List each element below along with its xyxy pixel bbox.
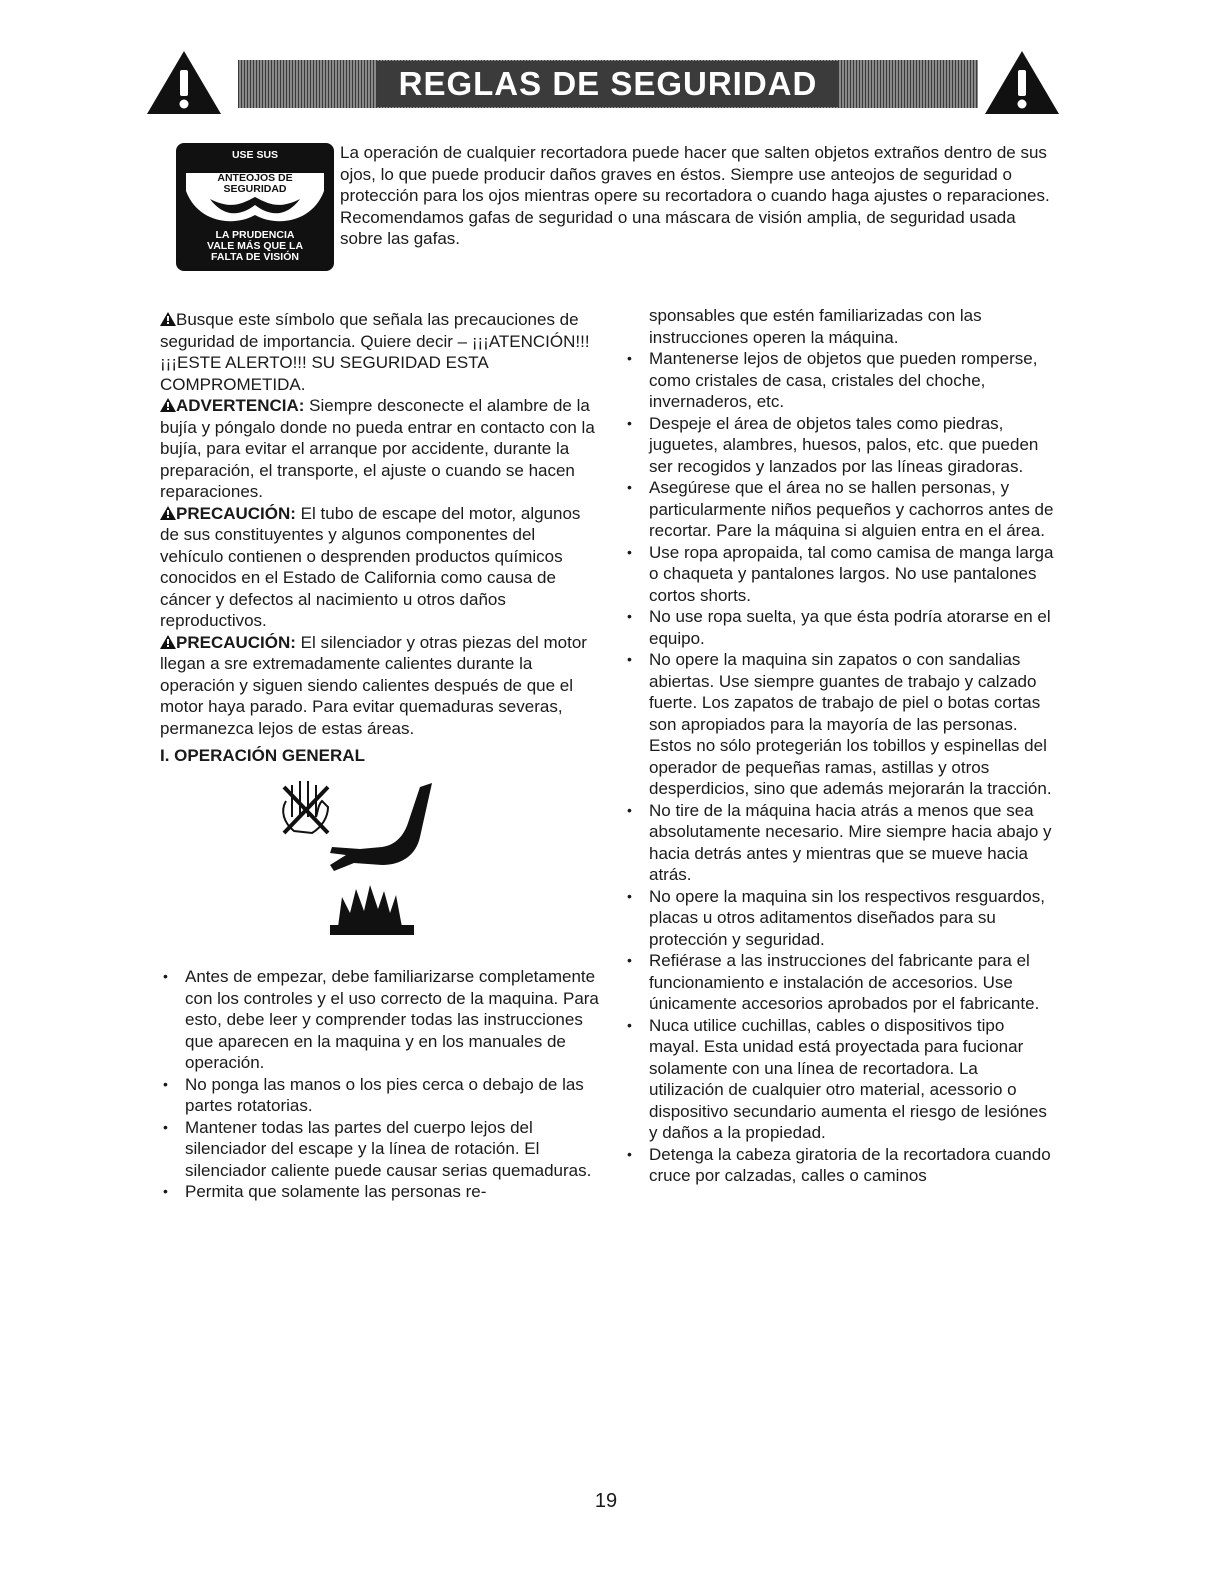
- alert-triangle-icon: [160, 398, 176, 412]
- warning-triangle-icon: [983, 48, 1061, 116]
- advertencia-label: ADVERTENCIA:: [176, 396, 305, 415]
- section-heading: I. OPERACIÓN GENERAL: [160, 746, 365, 765]
- title-banner: [238, 60, 978, 108]
- list-item: • Despeje el área de objetos tales como piedras, juguetes, alambres, huesos, palos, etc. que pueden ser recogidos y lanzados por las líneas giradoras.: [624, 413, 1054, 478]
- list-item: • No use ropa suelta, ya que ésta podría atorarse en el equipo.: [624, 606, 1054, 649]
- badge-bottom-text: FALTA DE VISIÓN: [211, 251, 299, 263]
- precaucion-text: El silenciador y otras piezas del motor llegan a sre extremadamente calientes durante la operación y siguen siendo calientes después de que el motor haya parado. Para evitar quemaduras severas, permanezca lejos de estas áreas.: [160, 632, 587, 738]
- alert-triangle-icon: [160, 506, 176, 520]
- list-item: • Use ropa apropaida, tal como camisa de manga larga o chaqueta y pantalones largos. No use pantalones cortos shorts.: [624, 542, 1054, 607]
- list-item: • No ponga las manos o los pies cerca o debajo de las partes rotatorias.: [160, 1074, 600, 1117]
- right-column: [624, 305, 1054, 1187]
- intro-paragraph: La operación de cualquier recortadora puede hacer que salten objetos extraños dentro de sus ojos, lo que puede producir daños graves en éstos. Siempre use anteojos de seguridad o protección para los ojos mientras opere su recortadora o cuando haga ajustes o reparaciones. Recomendamos gafas de seguridad o una máscara de visión amplia, de seguridad usada sobre las gafas.: [340, 143, 1050, 248]
- alert-triangle-icon: [160, 312, 176, 326]
- precaucion-label: PRECAUCIÓN:: [176, 632, 296, 652]
- list-item: • No opere la maquina sin los respectivos resguardos, placas u otros aditamentos diseñados para su protección y seguridad.: [624, 886, 1054, 951]
- continuation-text: sponsables que estén familiarizadas con las instrucciones operen la máquina.: [649, 306, 982, 347]
- precaucion-text: El tubo de escape del motor, algunos de sus constituyentes y algunos componentes del vehículo contienen o desprenden productos químicos conocidos en el Estado de California como causa de cáncer y defectos al nacimiento u otros daños reproductivos.: [160, 503, 581, 630]
- list-item: • Detenga la cabeza giratoria de la recortadora cuando cruce por calzadas, calles o caminos: [624, 1144, 1054, 1187]
- badge-bottom-text: VALE MÁS QUE LA: [206, 240, 304, 252]
- list-item: • Refiérase a las instrucciones del fabricante para el funcionamiento e instalación de accesorios. Use únicamente accesorios aprobados por el fabricante.: [624, 950, 1054, 1015]
- page-title: REGLAS DE SEGURIDAD: [398, 65, 818, 102]
- safety-goggles-badge: [176, 143, 334, 271]
- list-item: • Asegúrese que el área no se hallen personas, y particularmente niños pequeños y cachorros antes de recortar. Pare la máquina si alguien entra en el área.: [624, 477, 1054, 542]
- left-column: [160, 309, 600, 1203]
- alert-triangle-icon: [160, 635, 176, 649]
- bullet-list: [624, 348, 1054, 1187]
- list-item: • Permita que solamente las personas re-: [160, 1181, 600, 1203]
- list-item: • No tire de la máquina hacia atrás a menos que sea absolutamente necesario. Mire siempre hacia abajo y hacia detrás antes y mientras que se mueve hacia atrás.: [624, 800, 1054, 886]
- badge-mid-text: SEGURIDAD: [223, 183, 287, 195]
- symbol-paragraph: [160, 309, 600, 395]
- badge-top-text: USE SUS: [231, 149, 279, 161]
- hot-surface-hand-icon: [270, 777, 470, 937]
- list-item: • Mantenerse lejos de objetos que pueden romperse, como cristales de casa, cristales del choche, invernaderos, etc.: [624, 348, 1054, 413]
- page-number: 19: [594, 1490, 618, 1512]
- list-item: • Nuca utilice cuchillas, cables o dispositivos tipo mayal. Esta unidad está proyectada para fucionar solamente con una línea de recortadora. La utilización de cualquier otro material, acessorio o dispositivo secundario aumenta el riesgo de lesiónes y daños a la propiedad.: [624, 1015, 1054, 1144]
- list-item: • Antes de empezar, debe familiarizarse completamente con los controles y el uso correcto de la maquina. Para esto, debe leer y comprender todas las instrucciones que aparecen en la maquina y en los manuales de operación.: [160, 966, 600, 1074]
- badge-mid-text: ANTEOJOS DE: [217, 172, 293, 184]
- precaucion-paragraph: [160, 503, 600, 632]
- warning-triangle-icon: [145, 48, 223, 116]
- bullet-list: [160, 966, 600, 1203]
- advertencia-paragraph: [160, 395, 600, 503]
- list-item: • Mantener todas las partes del cuerpo lejos del silenciador del escape y la línea de rotación. El silenciador caliente puede causar serias quemaduras.: [160, 1117, 600, 1182]
- badge-bottom-text: LA PRUDENCIA: [215, 229, 295, 241]
- precaucion-paragraph: [160, 632, 600, 740]
- advertencia-text: Siempre desconecte el alambre de la bujía y póngalo donde no pueda entrar en contacto con la bujía, para evitar el arranque por accidente, durante la preparación, el transporte, el ajuste o cuando se hacen reparaciones.: [160, 396, 595, 501]
- list-item: • No opere la maquina sin zapatos o con sandalias abiertas. Use siempre guantes de trabajo y calzado fuerte. Los zapatos de trabajo de piel o botas cortas son apropiados para la mayoría de las personas. Estos no sólo protegerián los tobillos y espinellas del operador de pequeñas ramas, astillas y otros desperdicios, sino que además mejorarán la tracción.: [624, 649, 1054, 800]
- precaucion-label: PRECAUCIÓN:: [176, 503, 296, 523]
- symbol-text: Busque este símbolo que señala las precauciones de seguridad de importancia. Quiere decir – ¡¡¡ATENCIÓN!!!¡¡¡ESTE ALERTO!!! SU SEGURIDAD ESTA COMPROMETIDA.: [160, 310, 590, 394]
